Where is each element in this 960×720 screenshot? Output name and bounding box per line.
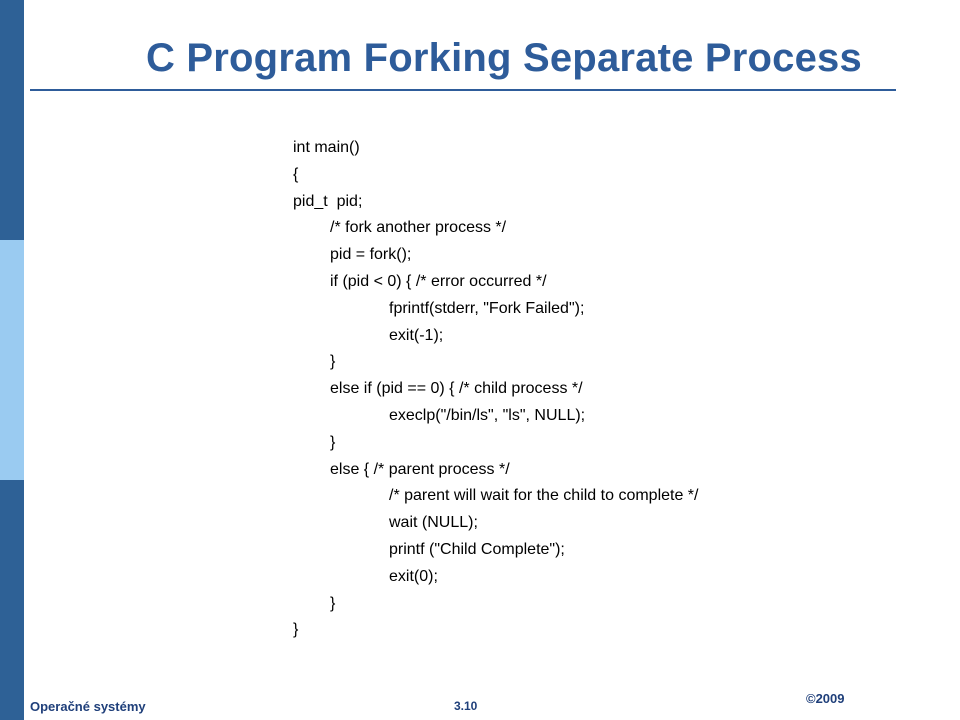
code-line: exit(0); xyxy=(389,567,438,585)
code-line: /* fork another process */ xyxy=(330,219,507,237)
footer-copyright: ©2009 xyxy=(806,691,845,706)
code-line: { xyxy=(293,165,299,183)
code-line: exit(-1); xyxy=(389,326,444,344)
footer-course-name: Operačné systémy xyxy=(30,699,146,714)
footer-page-number: 3.10 xyxy=(454,699,478,713)
code-line: int main() xyxy=(293,139,360,156)
code-line: } xyxy=(330,353,336,371)
sidebar-middle-band xyxy=(0,240,24,480)
code-line: else if (pid == 0) { /* child process */ xyxy=(330,380,583,398)
title-underline xyxy=(30,89,896,91)
code-line: pid = fork(); xyxy=(330,246,412,264)
sidebar-bottom-band xyxy=(0,480,24,720)
code-line: else { /* parent process */ xyxy=(330,460,510,478)
code-line: if (pid < 0) { /* error occurred */ xyxy=(330,272,547,290)
code-listing xyxy=(293,135,698,644)
code-line: } xyxy=(330,433,336,451)
code-line: wait (NULL); xyxy=(389,514,478,532)
slide-title: C Program Forking Separate Process xyxy=(146,36,862,80)
code-line: } xyxy=(330,594,336,612)
code-line: execlp("/bin/ls", "ls", NULL); xyxy=(389,406,586,424)
sidebar-top-band xyxy=(0,0,24,240)
code-line: pid_t pid; xyxy=(293,192,363,210)
code-line: fprintf(stderr, "Fork Failed"); xyxy=(389,299,585,317)
code-line: printf ("Child Complete"); xyxy=(389,540,565,558)
code-line: } xyxy=(293,621,299,639)
code-line: /* parent will wait for the child to complete */ xyxy=(389,487,699,505)
